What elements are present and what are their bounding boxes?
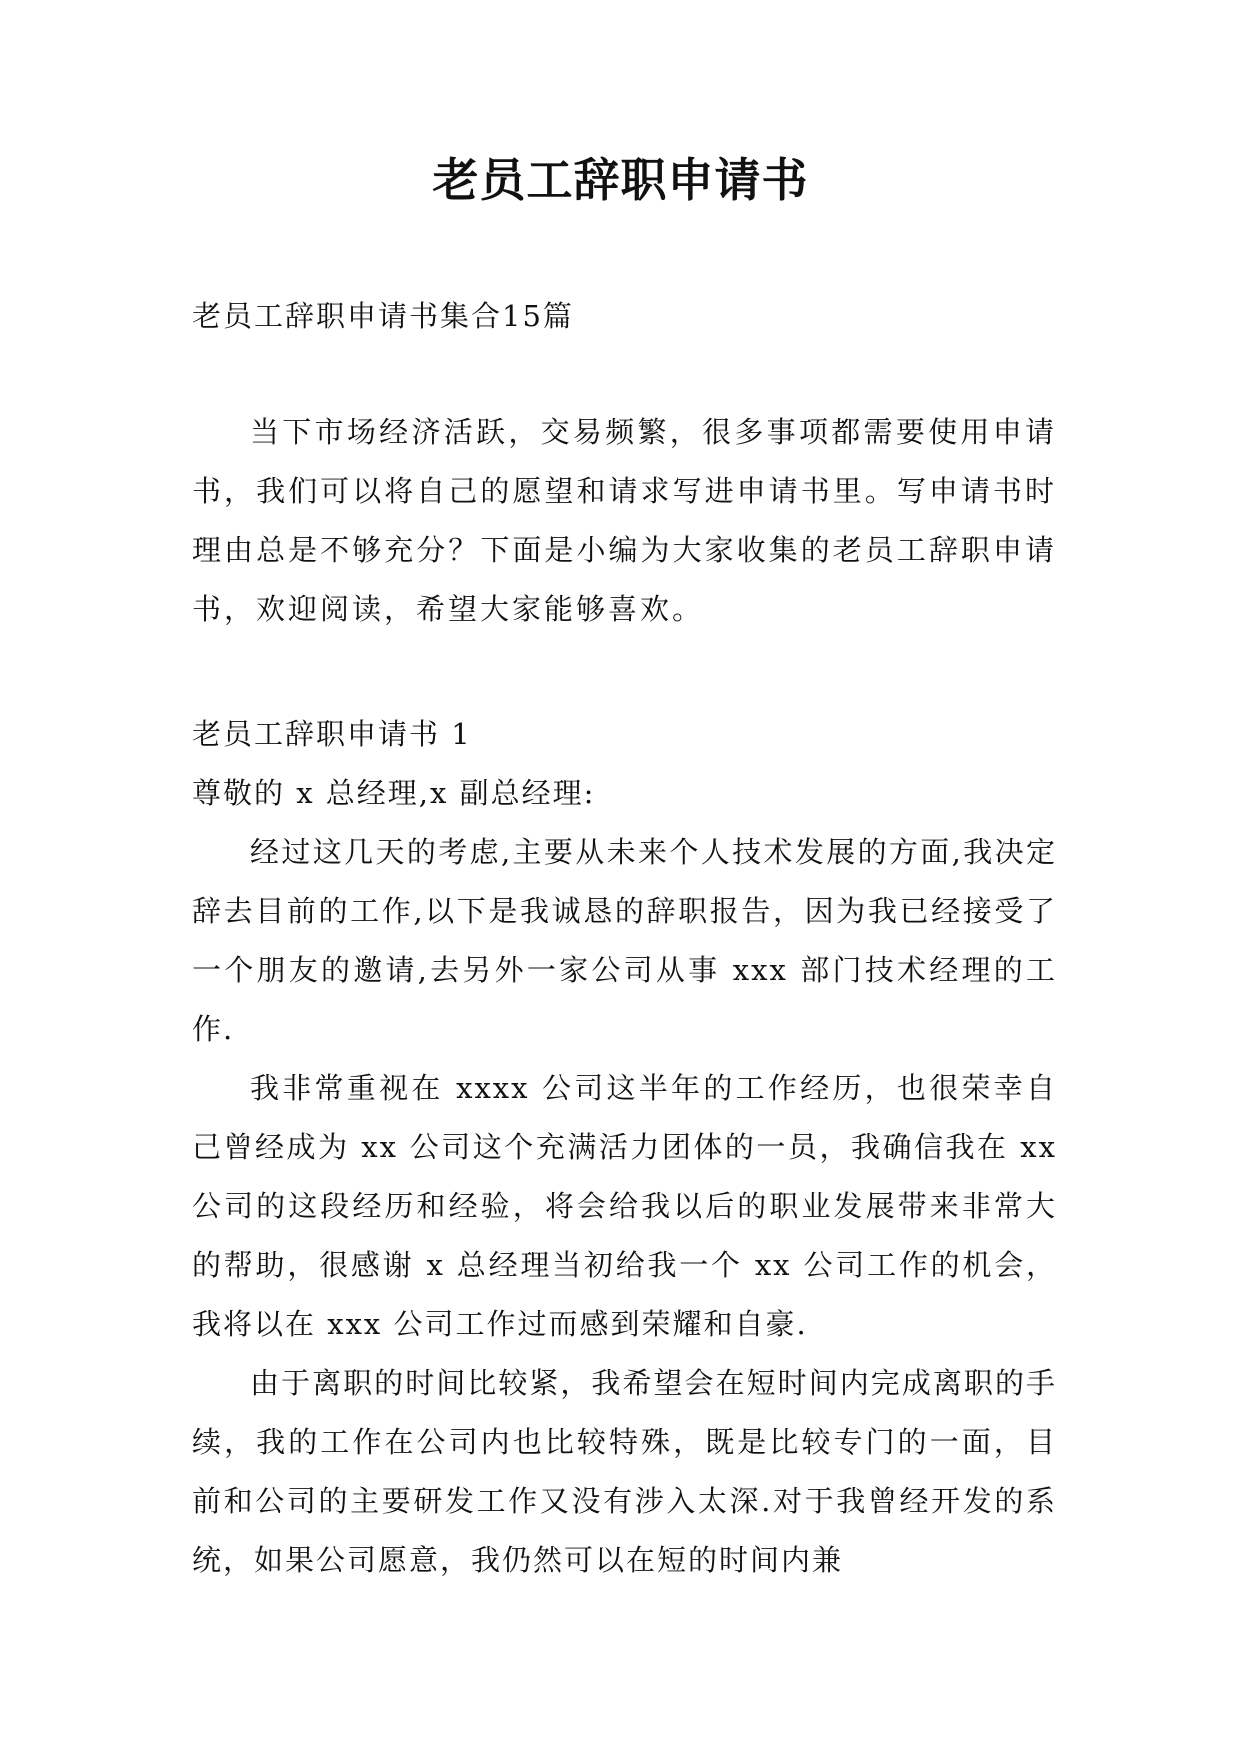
- body-paragraph-2: 我非常重视在 xxxx 公司这半年的工作经历，也很荣幸自己曾经成为 xx 公司这个充满活力团体的一员，我确信我在 xx 公司的这段经历和经验，将会给我以后的职业发展带来非常大的帮助，很感谢 x 总经理当初给我一个 xx 公司工作的机会，我将以在 xxx 公司工作过而感到荣耀和自豪.: [192, 1071, 1057, 1341]
- body-paragraph-3: 由于离职的时间比较紧，我希望会在短时间内完成离职的手续，我的工作在公司内也比较特殊，既是比较专门的一面，目前和公司的主要研发工作又没有涉入太深.对于我曾经开发的系统，如果公司愿意，我仍然可以在短的时间内兼: [192, 1366, 1057, 1577]
- body-paragraph-1: 经过这几天的考虑,主要从未来个人技术发展的方面,我决定辞去目前的工作,以下是我诚恳的辞职报告，因为我已经接受了一个朋友的邀请,去另外一家公司从事 xxx 部门技术经理的工作.: [192, 835, 1057, 1046]
- salutation: 尊敬的 x 总经理,x 副总经理:: [192, 776, 596, 810]
- document-subtitle: 老员工辞职申请书集合15篇: [192, 299, 574, 333]
- section-heading: 老员工辞职申请书 1: [192, 717, 472, 751]
- document-title: 老员工辞职申请书: [432, 153, 809, 207]
- intro-paragraph: 当下市场经济活跃，交易频繁，很多事项都需要使用申请书，我们可以将自己的愿望和请求写进申请书里。写申请书时理由总是不够充分？下面是小编为大家收集的老员工辞职申请书，欢迎阅读，希望大家能够喜欢。: [192, 415, 1057, 626]
- letter-section-1: [192, 705, 1057, 1590]
